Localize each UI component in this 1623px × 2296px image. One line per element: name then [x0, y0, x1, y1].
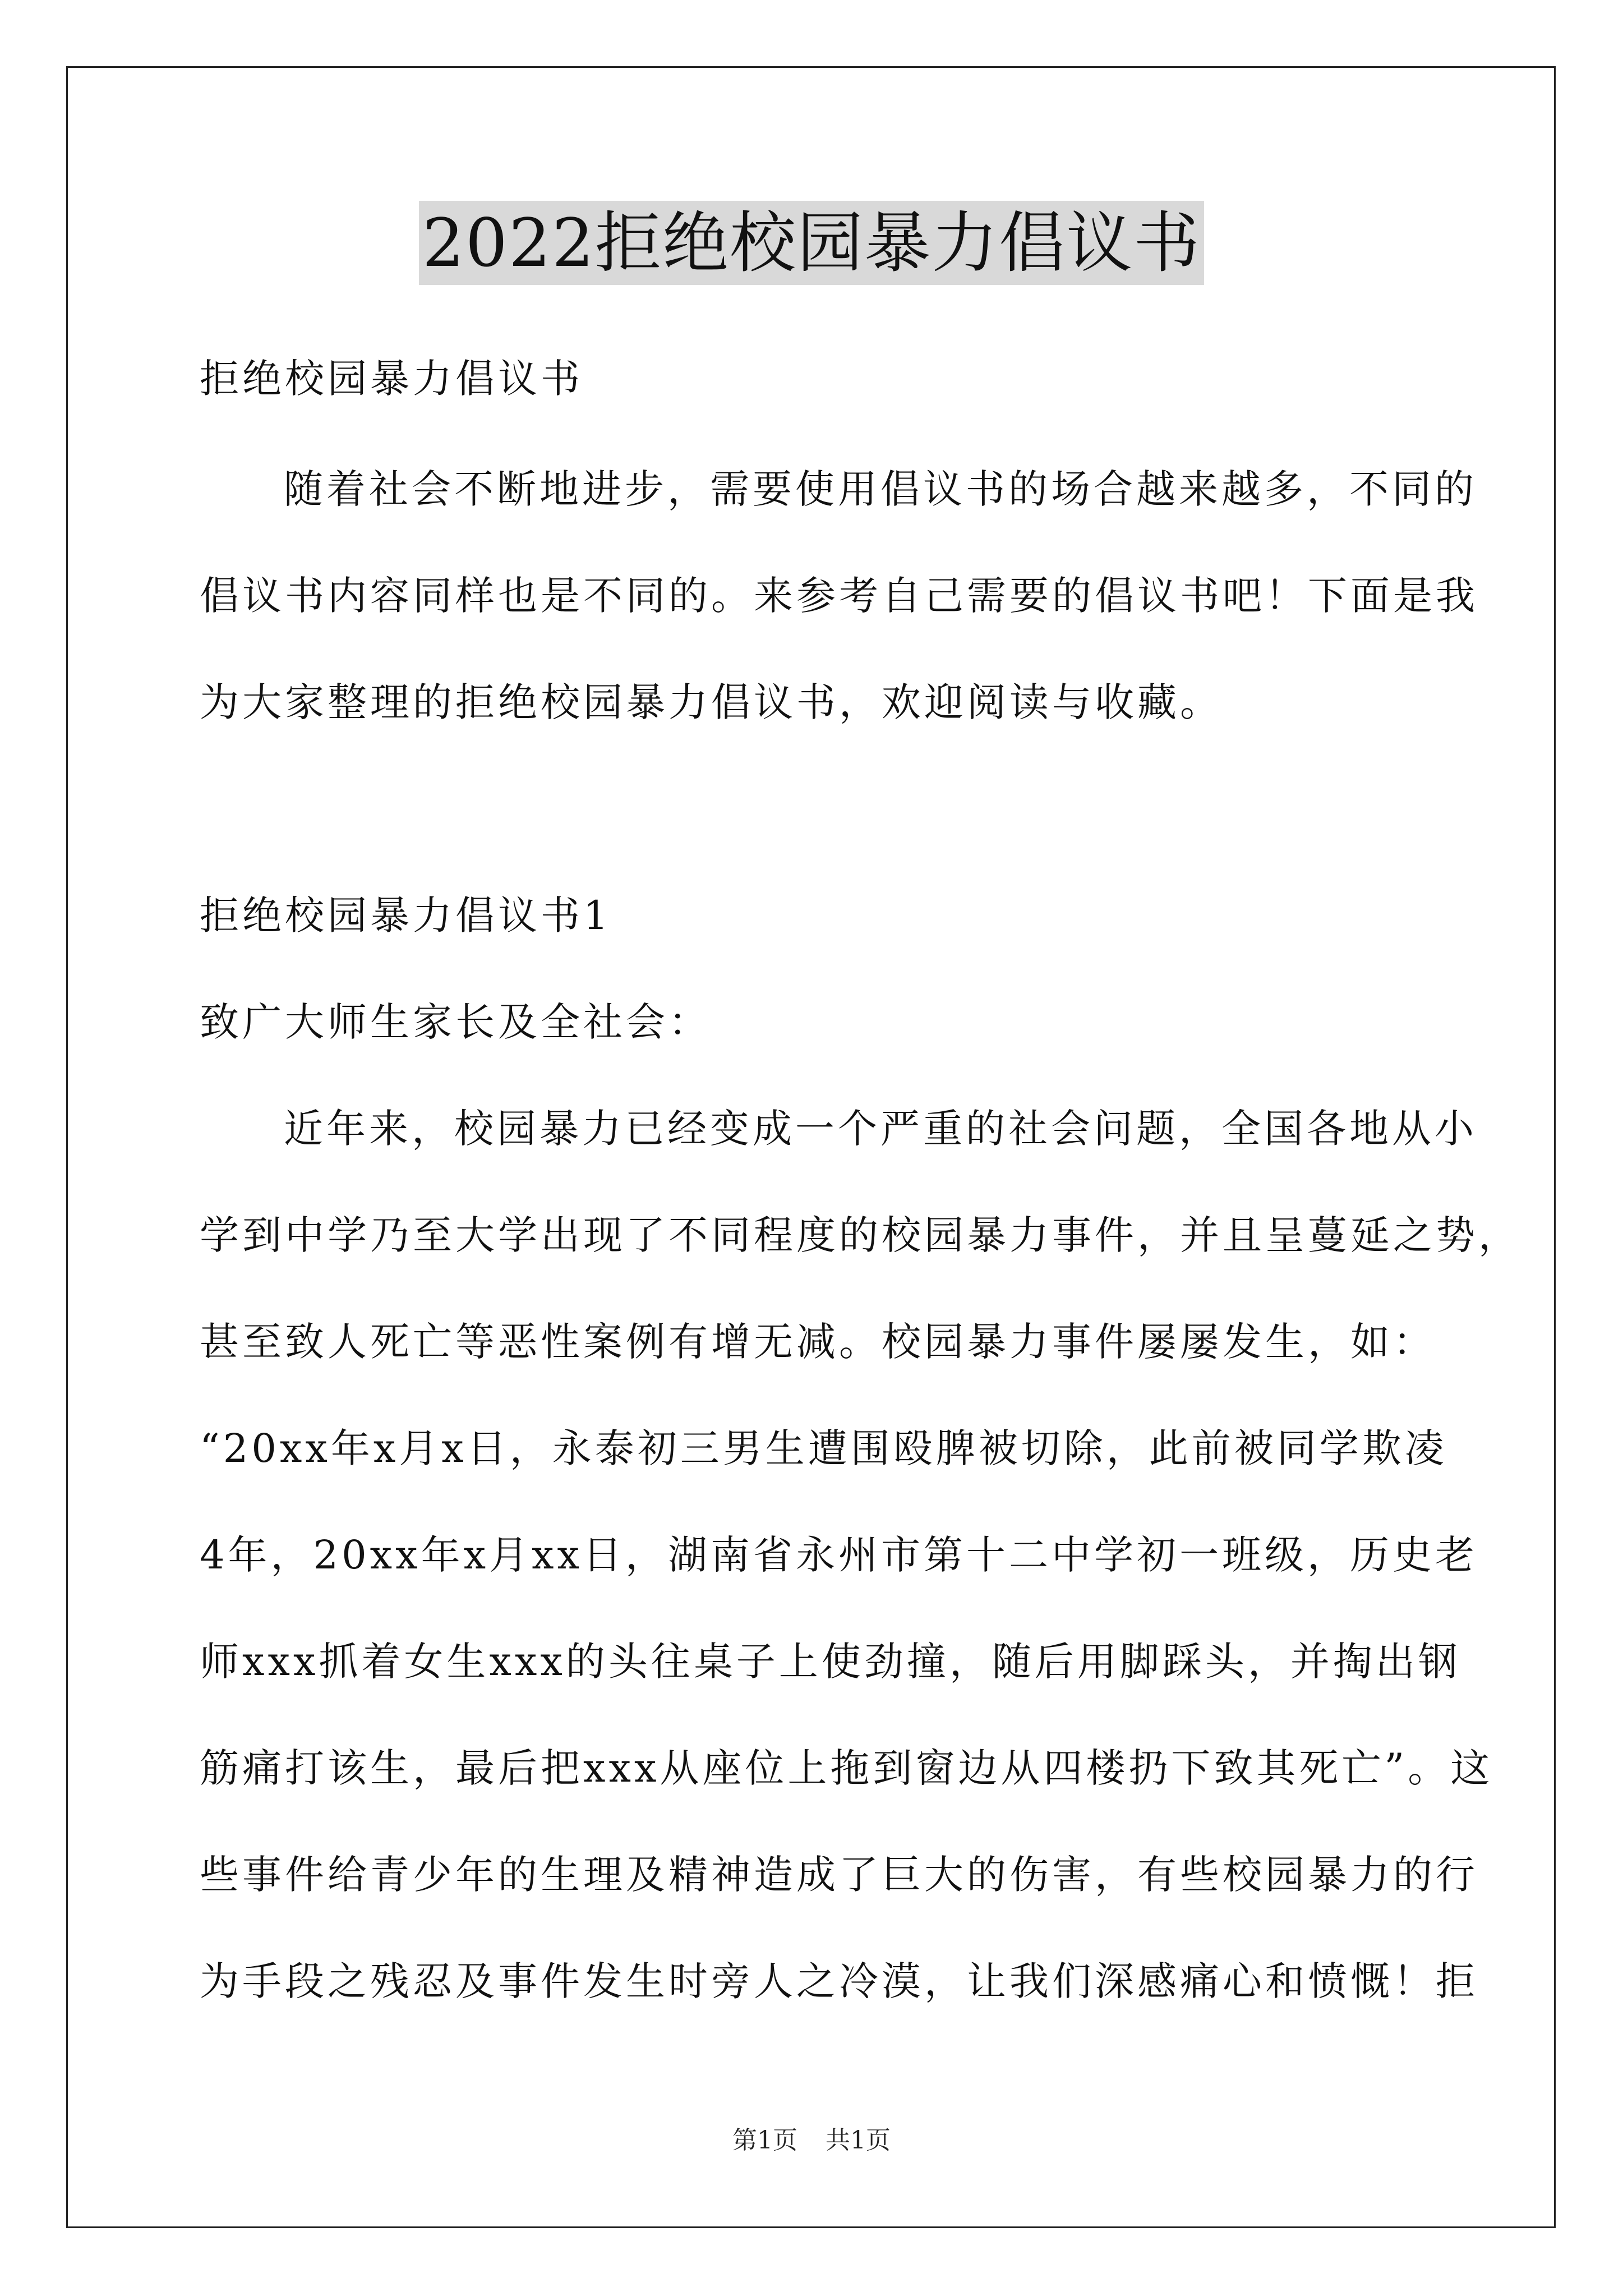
body-line: 甚至致人死亡等恶性案例有增无减。校园暴力事件屡屡发生，如： — [200, 1319, 1436, 1365]
body-line: “20xx年x月x日，永泰初三男生遭围殴脾被切除，此前被同学欺凌 — [200, 1425, 1447, 1471]
intro-line: 随着社会不断地进步，需要使用倡议书的场合越来越多，不同的 — [284, 466, 1477, 512]
page-number: 第1页 — [732, 2126, 797, 2155]
document-title: 2022拒绝校园暴力倡议书 — [419, 201, 1204, 285]
section-heading: 拒绝校园暴力倡议书1 — [200, 892, 612, 938]
document-heading: 拒绝校园暴力倡议书 — [200, 356, 583, 402]
intro-line: 倡议书内容同样也是不同的。来参考自己需要的倡议书吧！下面是我 — [200, 573, 1478, 619]
body-line: 筋痛打该生，最后把xxx从座位上拖到窗边从四楼扔下致其死亡”。这 — [200, 1745, 1493, 1791]
body-line: 为手段之残忍及事件发生时旁人之冷漠，让我们深感痛心和愤慨！拒 — [200, 1958, 1478, 2004]
total-pages: 共1页 — [826, 2126, 891, 2155]
body-line: 师xxx抓着女生xxx的头往桌子上使劲撞，随后用脚踩头，并掏出钢 — [200, 1639, 1461, 1685]
title-container — [0, 201, 1623, 285]
body-line: 学到中学乃至大学出现了不同程度的校园暴力事件，并且呈蔓延之势， — [200, 1212, 1521, 1258]
salutation: 致广大师生家长及全社会： — [200, 999, 711, 1045]
body-line: 些事件给青少年的生理及精神造成了巨大的伤害，有些校园暴力的行 — [200, 1852, 1478, 1898]
body-line: 4年，20xx年x月xx日，湖南省永州市第十二中学初一班级，历史老 — [200, 1532, 1478, 1578]
intro-line: 为大家整理的拒绝校园暴力倡议书，欢迎阅读与收藏。 — [200, 679, 1223, 725]
page-footer — [0, 2124, 1623, 2157]
body-line: 近年来，校园暴力已经变成一个严重的社会问题，全国各地从小 — [284, 1106, 1477, 1152]
